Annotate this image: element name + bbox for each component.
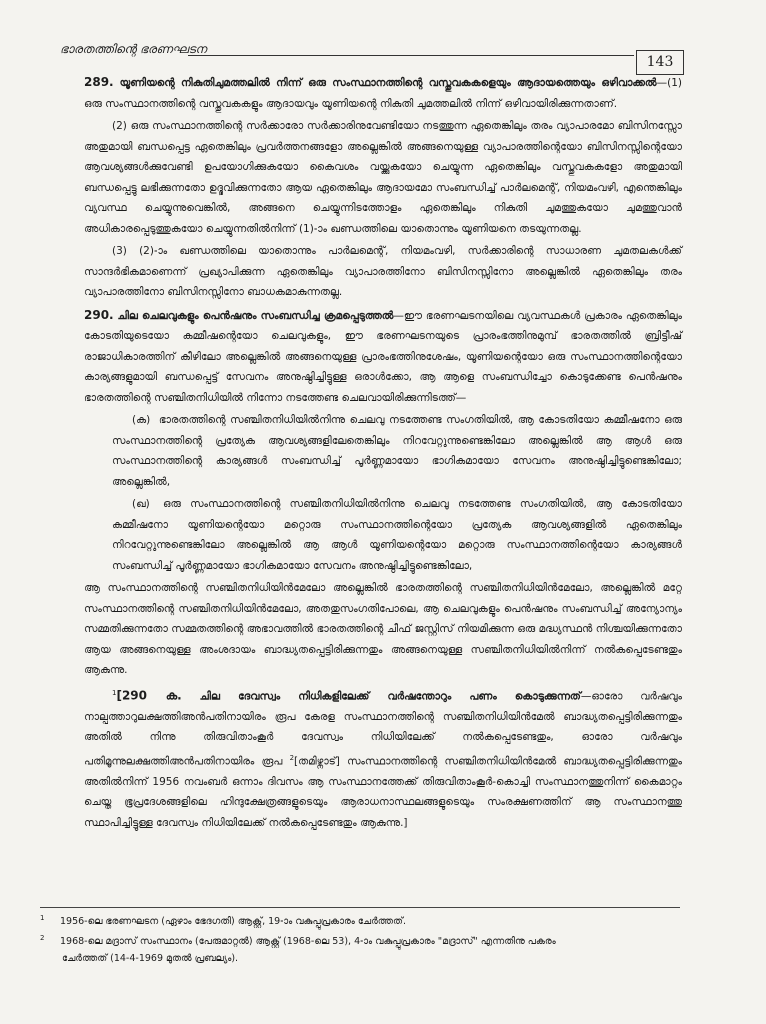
article-290-intro-text: —ഈ ഭരണഘടനയിലെ വ്യവസ്ഥകൾ പ്രകാരം ഏതെങ്കിലും കോടതിയുടെയോ കമ്മീഷന്റെയോ ചെലവുകളും, ഈ ഭരണഘടനയുടെ പ്രാരംഭത്തിനുമുമ്പ് ഭാരതത്തിൽ ബ്രിട്ടീഷ് രാജാധികാരത്തിന് കീഴിലോ അല്ലെങ്കിൽ അങ്ങനെയുള്ള പ്രാരംഭത്തിനുശേഷം, യൂണിയന്റെയോ ഒരു സംസ്ഥാനത്തിന്റെയോ കാര്യങ്ങളുമായി ബന്ധപ്പെട്ട് സേവനം അനുഷ്ഠിച്ചിട്ടുള്ള ഒരാൾക്കോ, ആ ആളെ സംബന്ധിച്ചോ കൊടുക്കേണ്ട പെൻഷനും ഭാരതത്തിന്റെ സഞ്ചിതനിധിയിൽ നിന്നോ നടത്തേണ്ട ചെലവായിരിക്കുന്നിടത്ത്— [84,309,682,404]
article-290-conclusion: ആ സംസ്ഥാനത്തിന്റെ സഞ്ചിതനിധിയിൻമേലോ അല്ലെങ്കിൽ ഭാരതത്തിന്റെ സഞ്ചിതനിധിയിൻമേലോ, അല്ലെങ്കിൽ മറ്റേ സംസ്ഥാനത്തിന്റെ സഞ്ചിതനിധിയിൻമേലോ, അതതുസംഗതിപോലെ, ആ ചെലവുകളും പെൻഷനും സംബന്ധിച്ച് അന്യോന്യം സമ്മതിക്കുന്നതോ സമ്മതത്തിന്റെ അഭാവത്തിൽ ഭാരതത്തിന്റെ ചീഫ് ജസ്റ്റിസ് നിയമിക്കുന്ന ഒരു മദ്ധ്യസ്ഥൻ നിശ്ചയിക്കുന്നതോ ആയ അങ്ങനെയുള്ള അംശദായം ബാദ്ധ്യതപ്പെട്ടിരിക്കുന്നതും അങ്ങനെയുള്ള സഞ്ചിതനിധിയിൽനിന്ന് നൽകപ്പെടേണ്ടതും ആകുന്നു. [84,582,682,676]
footnote-2-text: 1968-ലെ മദ്രാസ് സംസ്ഥാനം (പേരുമാറ്റൽ) ആക്റ്റ് (1968-ലെ 53), 4-ാം വകുപ്പുപ്രകാരം "മദ്രാസ്" എന്നതിനു പകരം [60,936,556,948]
header-rule [188,55,634,56]
footnote-2-mark: 2 [40,934,45,943]
item-a-text: ഭാരതത്തിന്റെ സഞ്ചിതനിധിയിൽനിന്നു ചെലവു നടത്തേണ്ട സംഗതിയിൽ, ആ കോടതിയോ കമ്മീഷനോ ഒരു സംസ്ഥാനത്തിന്റെ പ്രത്യേക ആവശ്യങ്ങളിലേതെങ്കിലും നിറവേറ്റുന്നുണ്ടെങ്കിലോ അല്ലെങ്കിൽ ആ ആൾ ഒരു സംസ്ഥാനത്തിന്റെ കാര്യങ്ങൾ സംബന്ധിച്ച് പൂർണ്ണമായോ ഭാഗികമായോ സേവനം അനുഷ്ഠിച്ചിട്ടുണ്ടെങ്കിലോ; അല്ലെങ്കിൽ, [112,414,682,488]
article-289-clause-1 [84,72,682,114]
footnote-ref-1: 1 [112,688,117,697]
item-a-label: (ക) [132,414,151,426]
page-body [84,72,682,835]
article-289-number: 289. [84,75,114,89]
article-290a-heading: ചില ദേവസ്വം നിധികളിലേക്ക് വർഷന്തോറും പണം കൊടുക്കുന്നത് [199,690,581,702]
article-290a-text-2: [തമിഴ്നാട്] സംസ്ഥാനത്തിന്റെ സഞ്ചിതനിധിയിൻമേൽ ബാദ്ധ്യതപ്പെട്ടിരിക്കുന്നതും അതിൽനിന്ന് 1956 നവംബർ ഒന്നാം ദിവസം ആ സംസ്ഥാനത്തേക്ക് തിരുവിതാംകൂർ-കൊച്ചി സംസ്ഥാനത്തുനിന്ന് കൈമാറ്റം ചെയ്ത ഭൂപ്രദേശങ്ങളിലെ ഹിന്ദുക്ഷേത്രങ്ങളുടെയും ആരാധനാസ്ഥലങ്ങളുടെയും സംരക്ഷണത്തിന് ആ സംസ്ഥാനത്തു സ്ഥാപിച്ചിട്ടുള്ള ദേവസ്വം നിധിയിലേക്ക് നൽകപ്പെടേണ്ടതും ആകുന്നു.] [84,755,683,829]
article-289-clause-3: (3) (2)-ാം ഖണ്ഡത്തിലെ യാതൊന്നും പാർലമെന്റ്, നിയമംവഴി, സർക്കാരിന്റെ സാധാരണ ചുമതലകൾക്ക് സാന്ദർഭികമാണെന്ന് പ്രഖ്യാപിക്കുന്ന ഏതെങ്കിലും വ്യാപാരത്തിനോ ബിസിനസ്സിനോ അല്ലെങ്കിൽ ഏതെങ്കിലും തരം വ്യാപാരത്തിനോ ബിസിനസ്സിനോ ബാധകമാകുന്നതല്ല. [84,245,682,298]
footnote-2-continuation: ചേർത്തത് (14-4-1969 മുതൽ പ്രബല്യം). [62,953,239,965]
article-290-heading: ചില ചെലവുകളും പെൻഷനും സംബന്ധിച്ച ക്രമപ്പെടുത്തൽ [117,309,394,322]
footnote-2 [40,930,680,950]
footnote-1-mark: 1 [40,914,45,922]
item-b-text: ഒരു സംസ്ഥാനത്തിന്റെ സഞ്ചിതനിധിയിൽനിന്നു ചെലവു നടത്തേണ്ട സംഗതിയിൽ, ആ കോടതിയോ കമ്മീഷനോ യൂണിയന്റെയോ മറ്റൊരു സംസ്ഥാനത്തിന്റെയോ പ്രത്യേക ആവശ്യങ്ങളിൽ ഏതെങ്കിലും നിറവേറ്റുന്നുണ്ടെങ്കിലോ അല്ലെങ്കിൽ ആ ആൾ യൂണിയന്റെയോ മറ്റൊരു സംസ്ഥാനത്തിന്റെയോ കാര്യങ്ങൾ സംബന്ധിച്ച് പൂർണ്ണമായോ ഭാഗികമായോ സേവനം അനുഷ്ഠിച്ചിട്ടുണ്ടെങ്കിലോ, [112,498,682,572]
footnotes [40,910,680,967]
article-290-item-a [84,410,682,492]
article-290a-text-1: —ഓരോ വർഷവും നാല്പത്താറുലക്ഷത്തിഅൻപതിനായിരം രൂപ കേരള സംസ്ഥാനത്തിന്റെ സഞ്ചിതനിധിയിൻമേൽ ബാദ്ധ്യതപ്പെട്ടിരിക്കുന്നതും അതിൽ നിന്നു തിരുവിതാംകൂർ ദേവസ്വം നിധിയിലേക്ക് നൽകപ്പെടേണ്ടതും, ഓരോ വർഷവും പതിമൂന്നുലക്ഷത്തിഅൻപതിനായിരം രൂപ [84,690,682,767]
footnote-1-text: 1956-ലെ ഭരണഘടന (ഏഴാം ഭേദഗതി) ആക്റ്റ്, 19-ാം വകുപ്പുപ്രകാരം ചേർത്തത്. [60,916,406,928]
article-290-item-b [84,494,682,576]
article-290a [84,683,682,834]
article-289-heading: യൂണിയന്റെ നികുതിചുമത്തലിൽ നിന്ന് ഒരു സംസ്ഥാനത്തിന്റെ വസ്തുവകകളെയും ആദായത്തെയും ഒഴിവാക്കൽ [119,77,657,89]
article-289-clause-1-text: —(1) ഒരു സംസ്ഥാനത്തിന്റെ വസ്തുവകകളും ആദായവും യൂണിയന്റെ നികുതി ചുമത്തലിൽ നിന്ന് ഒഴിവായിരിക്കുന്നതാണ്. [84,77,682,110]
running-title: ഭാരതത്തിന്റെ ഭരണഘടന [60,42,207,56]
article-289-clause-2: (2) ഒരു സംസ്ഥാനത്തിന്റെ സർക്കാരോ സർക്കാരിനുവേണ്ടിയോ നടത്തുന്ന ഏതെങ്കിലും തരം വ്യാപാരമോ ബിസിനസ്സോ അതുമായി ബന്ധപ്പെട്ട ഏതെങ്കിലും പ്രവർത്തനങ്ങളോ അല്ലെങ്കിൽ അങ്ങനെയുള്ള വ്യാപാരത്തിന്റെയോ ബിസിനസ്സിന്റെയോ ആവശ്യങ്ങൾക്കുവേണ്ടി ഉപയോഗിക്കുകയോ കൈവശം വയ്ക്കുകയോ ചെയ്യുന്ന ഏതെങ്കിലും വസ്തുവകകളോ അതുമായി ബന്ധപ്പെട്ടു ലഭിക്കുന്നതോ ഉദ്ഭവിക്കുന്നതോ ആയ ഏതെങ്കിലും ആദായമോ സംബന്ധിച്ച് പാർലമെന്റ്, നിയമംവഴി, എന്തെങ്കിലും വ്യവസ്ഥ ചെയ്യുന്നുവെങ്കിൽ, അങ്ങനെ ചെയ്യുന്നിടത്തോളം ഏതെങ്കിലും നികുതി ചുമത്തുകയോ ചുമത്തുവാൻ അധികാരപ്പെടുത്തുകയോ ചെയ്യുന്നതിൽനിന്ന് (1)-ാം ഖണ്ഡത്തിലെ യാതൊന്നും യൂണിയനെ തടയുന്നതല്ല. [84,120,682,235]
footnote-ref-2: 2 [289,753,295,762]
article-290-intro [84,305,682,409]
article-290-number: 290. [84,307,114,322]
item-b-label: (ഖ) [132,498,150,510]
page-number: 143 [636,50,684,75]
footnote-1 [40,910,680,930]
footnote-rule [40,907,680,908]
article-290a-number: [290 ക. [116,688,182,702]
